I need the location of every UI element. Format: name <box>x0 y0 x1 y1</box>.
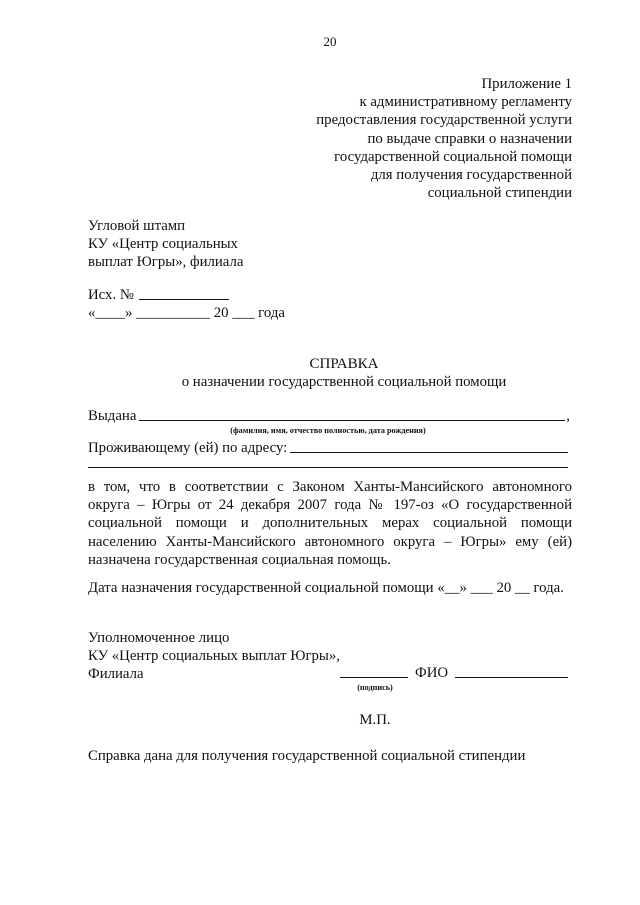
signatory-line: Филиала <box>88 666 144 682</box>
stamp-line: КУ «Центр социальных <box>88 236 238 252</box>
outgoing-number-blank <box>139 298 229 300</box>
signatory-block <box>88 629 340 683</box>
name-label: ФИО <box>415 665 449 681</box>
issued-to-comma: , <box>566 408 570 424</box>
appendix-line: государственной социальной помощи <box>334 148 572 165</box>
signatory-line: Уполномоченное лицо <box>88 630 230 646</box>
appendix-line: Приложение 1 <box>481 76 572 92</box>
issued-to-row <box>88 407 570 425</box>
appendix-line: по выдаче справки о назначении <box>367 130 572 147</box>
address-blank-line-2 <box>88 467 568 468</box>
issued-to-blank <box>139 419 565 421</box>
address-blank <box>290 451 568 453</box>
body-line: назначена государственная социальная помощь. <box>88 551 391 568</box>
issued-to-label: Выдана <box>88 408 137 424</box>
body-line: в том, что в соответствии с Законом Ханты-Мансийского автономного <box>88 479 572 495</box>
outgoing-number-label: Исх. № <box>88 287 134 303</box>
signature-hint: (подпись) <box>357 683 393 692</box>
assignment-date: Дата назначения государственной социальной помощи «__» ___ 20 __ года. <box>88 580 564 596</box>
document-title: СПРАВКА <box>309 356 379 372</box>
body-paragraph <box>88 478 572 569</box>
appendix-line: к административному регламенту <box>359 94 572 111</box>
signature-blank <box>340 676 408 678</box>
corner-stamp-block <box>88 217 243 271</box>
signature-row <box>340 664 568 682</box>
appendix-line: предоставления государственной услуги <box>316 112 572 129</box>
appendix-line: социальной стипендии <box>427 185 572 202</box>
document-subtitle: о назначении государственной социальной помощи <box>181 374 507 390</box>
signatory-line: КУ «Центр социальных выплат Югры», <box>88 648 340 664</box>
stamp-line: Угловой штамп <box>88 218 186 234</box>
outgoing-number <box>88 286 229 304</box>
appendix-block <box>316 75 572 202</box>
issued-to-hint: (фамилия, имя, отчество полностью, дата рождения) <box>230 426 426 435</box>
outgoing-date: «____» __________ 20 ___ года <box>88 305 285 321</box>
body-line: социальной помощи и дополнительных мерах социальной помощи <box>88 515 572 532</box>
seal-placeholder: М.П. <box>359 712 391 728</box>
address-label: Проживающему (ей) по адресу: <box>88 440 288 456</box>
appendix-line: для получения государственной <box>370 167 572 184</box>
page-number: 20 <box>323 34 337 49</box>
name-blank <box>455 676 568 678</box>
footer-note: Справка дана для получения государственной социальной стипендии <box>88 748 526 764</box>
address-row <box>88 439 569 457</box>
stamp-line: выплат Югры», филиала <box>88 254 244 270</box>
body-line: округа – Югры от 24 декабря 2007 года № 197-оз «О государственной <box>88 497 572 514</box>
body-line: населению Ханты-Мансийского автономного округа – Югры» ему (ей) <box>88 533 572 550</box>
